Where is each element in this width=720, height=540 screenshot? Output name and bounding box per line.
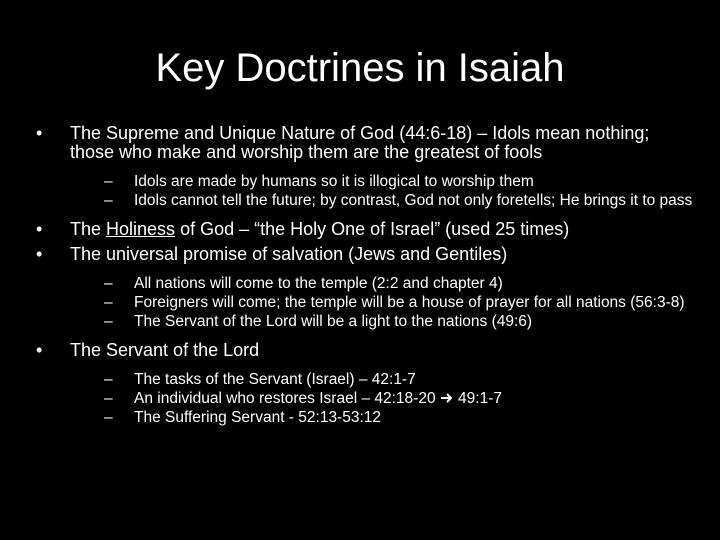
slide-title: Key Doctrines in Isaiah xyxy=(155,46,565,90)
sub-bullet-glyph: – xyxy=(104,409,113,426)
bullet-text: The Supreme and Unique Nature of God (44:6-18) – Idols mean nothing; those who make and worship them are the greatest of fools xyxy=(70,123,650,162)
bullet-text-underlined: Holiness xyxy=(106,219,176,239)
sub-bullet-item xyxy=(104,389,696,408)
bullet-text: The universal promise of salvation (Jews and Gentiles) xyxy=(70,244,508,264)
bullet-text: The Servant of the Lord xyxy=(70,340,260,360)
sub-bullet-text: Idols are made by humans so it is illogical to worship them xyxy=(134,173,534,190)
bullet-item xyxy=(36,245,696,264)
sub-bullet-text-after-arrow: 49:1-7 xyxy=(458,390,502,407)
right-arrow-icon xyxy=(440,390,458,407)
sub-bullet-glyph: – xyxy=(104,192,113,209)
bullet-item xyxy=(36,220,696,239)
sub-bullet-text: Foreigners will come; the temple will be a house of prayer for all nations (56:3-8) xyxy=(134,294,685,311)
sub-bullet-item xyxy=(104,191,696,210)
sub-bullet-item xyxy=(104,172,696,191)
bullet-text-prefix: The xyxy=(70,219,107,239)
bullet-list xyxy=(36,124,696,427)
sub-bullet-glyph: – xyxy=(104,313,113,330)
sub-bullet-list xyxy=(104,370,696,427)
sub-bullet-glyph: – xyxy=(104,173,113,190)
sub-bullet-item xyxy=(104,370,696,389)
bullet-glyph: • xyxy=(36,123,43,143)
sub-bullet-item xyxy=(104,293,696,312)
sub-bullet-list xyxy=(104,172,696,210)
sub-bullet-text: The Suffering Servant - 52:13-53:12 xyxy=(134,409,382,426)
bullet-glyph: • xyxy=(36,244,43,264)
sub-bullet-text: The tasks of the Servant (Israel) – 42:1-7 xyxy=(134,371,416,388)
bullet-text-suffix: of God – “the Holy One of Israel” (used 25 times) xyxy=(175,219,570,239)
sub-bullet-text: All nations will come to the temple (2:2 and chapter 4) xyxy=(134,275,503,292)
sub-bullet-glyph: – xyxy=(104,275,113,292)
bullet-glyph: • xyxy=(36,340,43,360)
sub-bullet-list xyxy=(104,274,696,331)
sub-bullet-glyph: – xyxy=(104,390,113,407)
sub-bullet-text: An individual who restores Israel – 42:18-20 xyxy=(134,390,436,407)
sub-bullet-text: Idols cannot tell the future; by contrast, God not only foretells; He brings it to pass xyxy=(134,192,693,209)
sub-bullet-text: The Servant of the Lord will be a light to the nations (49:6) xyxy=(134,313,533,330)
bullet-glyph: • xyxy=(36,219,43,239)
sub-bullet-item xyxy=(104,408,696,427)
sub-bullet-item xyxy=(104,274,696,293)
bullet-item xyxy=(36,341,696,360)
sub-bullet-glyph: – xyxy=(104,371,113,388)
sub-bullet-glyph: – xyxy=(104,294,113,311)
bullet-item xyxy=(36,124,696,162)
sub-bullet-item xyxy=(104,312,696,331)
